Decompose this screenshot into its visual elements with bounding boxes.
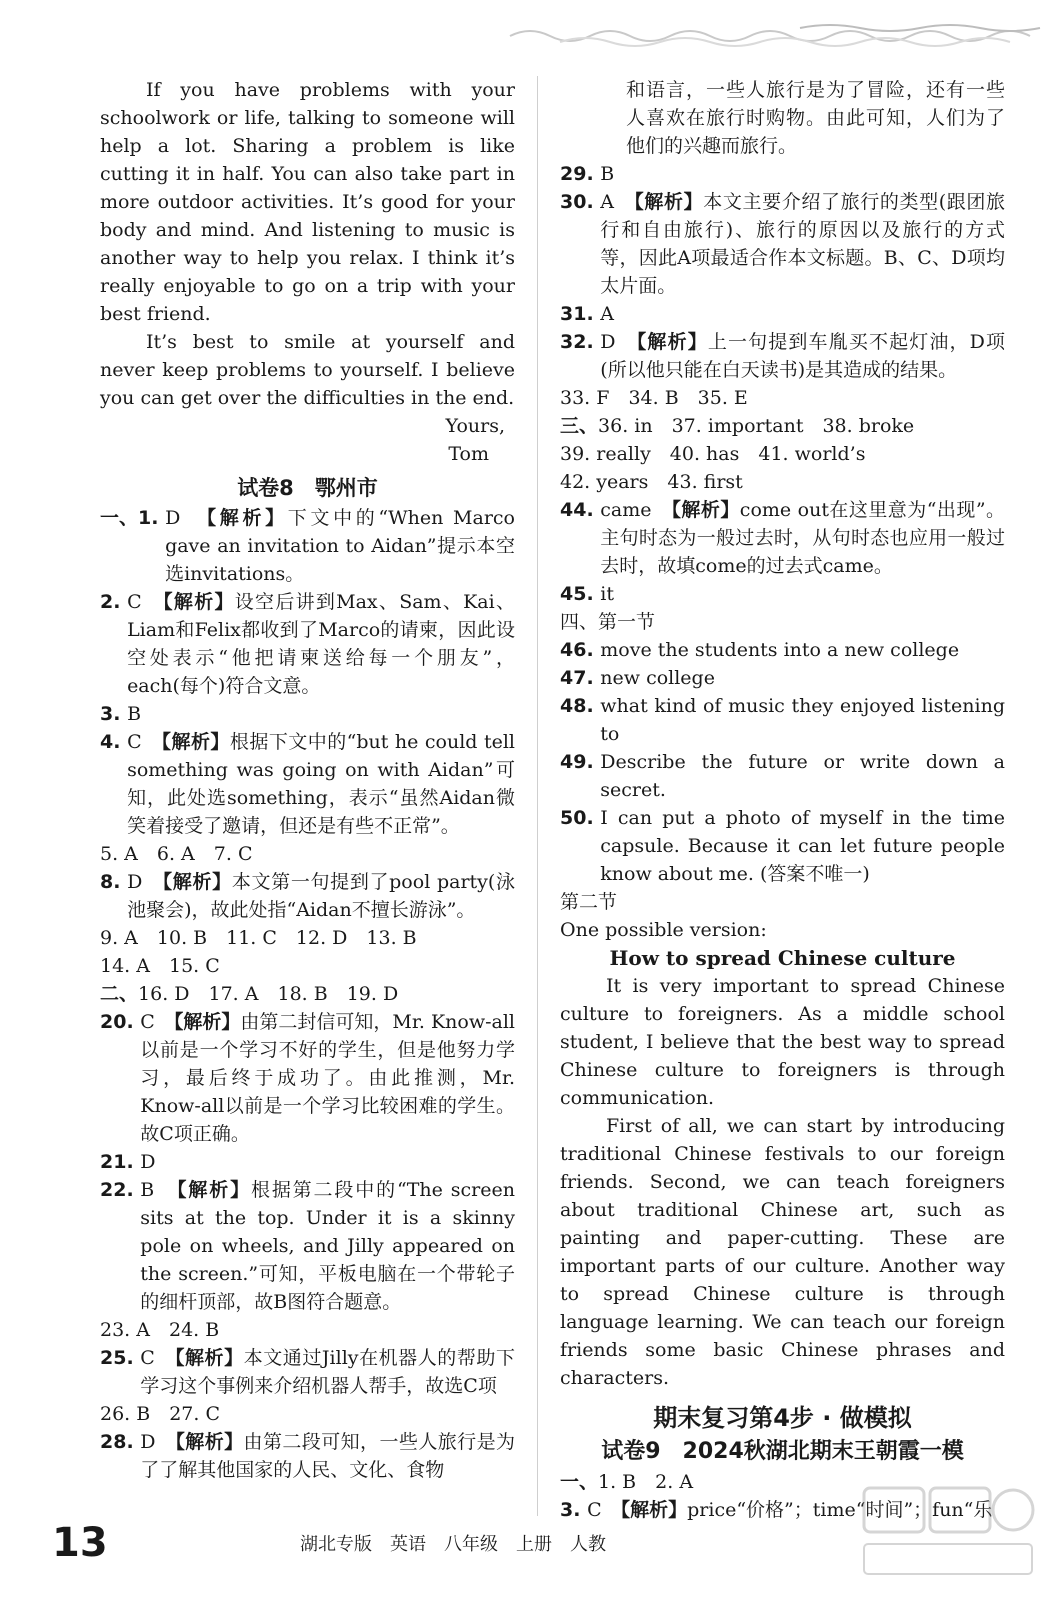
item-number: 29. <box>560 163 601 185</box>
explanation-text: 本文主要介绍了旅行的类型(跟团旅行和自由旅行)、旅行的原因以及旅行的方式等，因此A项最适合作本文标题。B、C、D项均太片面。 <box>600 191 1005 297</box>
answer-choice: B <box>127 703 142 725</box>
item-body <box>600 804 1005 888</box>
answer-item <box>560 412 1005 440</box>
answer-choice: D <box>140 1151 156 1173</box>
item-number: 48. <box>560 695 601 717</box>
item-body <box>140 1148 515 1176</box>
item-number: 21. <box>100 1151 141 1173</box>
explanation-tag: 【解析】 <box>176 1179 251 1201</box>
explanation-text: 本文通过Jilly在机器人的帮助下学习这个事例来介绍机器人帮手，故选C项 <box>140 1347 515 1397</box>
answer-item <box>560 748 1005 804</box>
item-body <box>100 1400 515 1428</box>
item-body <box>100 952 515 980</box>
item-number: 3. <box>100 703 128 725</box>
item-body <box>600 188 1005 300</box>
column-divider <box>537 76 538 1516</box>
answer-item <box>560 636 1005 664</box>
answer-item <box>100 728 515 840</box>
explanation-text: price“价格”；time“时间”；fun“乐 <box>687 1499 993 1521</box>
item-number: 47. <box>560 667 601 689</box>
paper-title: 试卷9 2024秋湖北期末王朝霞一模 <box>601 1439 964 1464</box>
item-number: 二、 <box>100 983 139 1005</box>
answer-choice: D <box>165 507 207 529</box>
item-body <box>600 748 1005 804</box>
answer-text: Describe the future or write down a secret. <box>600 751 1005 801</box>
explanation-text: 上一句提到车胤买不起灯油，D项(所以他只能在白天读书)是其造成的结果。 <box>600 331 1006 381</box>
item-body <box>140 1008 515 1148</box>
explanation-tag: 【解析】 <box>671 499 740 521</box>
item-body <box>560 440 1005 468</box>
watermark-logo <box>858 1482 1038 1582</box>
answer-choice: D <box>127 871 163 893</box>
item-number: 8. <box>100 871 128 893</box>
answer-choice: 16. D 17. A 18. B 19. D <box>138 983 399 1005</box>
explanation-tag: 【解析】 <box>620 1499 688 1521</box>
answer-item <box>100 980 515 1008</box>
answer-list <box>560 636 1005 888</box>
answer-choice: 5. A 6. A 7. C <box>100 843 253 865</box>
answer-item <box>560 804 1005 888</box>
essay-title: How to spread Chinese culture <box>609 946 956 970</box>
explanation-tag: 【解析】 <box>206 507 288 529</box>
answer-item <box>560 384 1005 412</box>
letter-closing: Yours, <box>445 415 505 437</box>
answer-text: I can put a photo of myself in the time capsule. Because it can let future people know about me. (答案不唯一) <box>600 807 1005 885</box>
item-body <box>600 160 1005 188</box>
header-decoration <box>500 18 1060 48</box>
section-heading: 第二节 <box>560 891 618 913</box>
item-number: 一、1. <box>100 507 166 529</box>
item-number: 4. <box>100 731 128 753</box>
answer-choice: came <box>600 499 672 521</box>
item-body <box>140 1344 515 1400</box>
item-number: 46. <box>560 639 601 661</box>
answer-choice: A <box>600 191 635 213</box>
item-body <box>127 868 515 924</box>
explanation-text: 本文第一句提到了pool party(泳池聚会)，故此处指“Aidan不擅长游泳”。 <box>127 871 515 921</box>
page-footer: 湖北专版 英语 八年级 上册 人教 <box>300 1534 606 1555</box>
item-body <box>600 664 1005 692</box>
left-column <box>100 76 515 1484</box>
item-number: 三、 <box>560 415 599 437</box>
item-body <box>600 328 1005 384</box>
answer-choice: 1. B 2. A <box>598 1471 694 1493</box>
review-title: 期末复习第4步 · 做模拟 <box>653 1404 912 1432</box>
explanation-text: 由第二段可知，一些人旅行是为了了解其他国家的人民、文化、食物 <box>140 1431 515 1481</box>
answer-choice: 36. in 37. important 38. broke <box>598 415 915 437</box>
explanation-tag: 【解析】 <box>636 331 708 353</box>
answer-choice: 9. A 10. B 11. C 12. D 13. B <box>100 927 417 949</box>
answer-item <box>100 588 515 700</box>
answer-item <box>560 580 1005 608</box>
item-body <box>600 636 1005 664</box>
item-body <box>138 980 515 1008</box>
paper-title: 试卷8 鄂州市 <box>237 476 378 500</box>
answer-item <box>560 160 1005 188</box>
item-number: 44. <box>560 499 601 521</box>
explanation-text: come out在这里意为“出现”。主句时态为一般过去时，从句时态也应用一般过去时，故填come的过去式came。 <box>600 499 1005 577</box>
answer-choice: 42. years 43. first <box>560 471 743 493</box>
answer-item <box>100 924 515 952</box>
answer-item <box>100 840 515 868</box>
answer-item <box>100 700 515 728</box>
answer-choice: 14. A 15. C <box>100 955 220 977</box>
explanation-text: 设空后讲到Max、Sam、Kai、Liam和Felix都收到了Marco的请柬，因此设空处表示“他把请柬送给每一个朋友”，each(每个)符合文意。 <box>127 591 515 697</box>
answer-item <box>100 1316 515 1344</box>
answer-choice: D <box>600 331 637 353</box>
item-number: 30. <box>560 191 601 213</box>
item-body <box>100 1316 515 1344</box>
continuation-text: 和语言，一些人旅行是为了冒险，还有一些人喜欢在旅行时购物。由此可知，人们为了他们的兴趣而旅行。 <box>626 79 1005 157</box>
item-number: 20. <box>100 1011 141 1033</box>
right-column <box>560 76 1005 1524</box>
answer-choice: D <box>140 1431 176 1453</box>
answer-item <box>100 868 515 924</box>
answer-item <box>100 1148 515 1176</box>
answer-list <box>100 504 515 1484</box>
item-number: 45. <box>560 583 601 605</box>
section-heading: 四、第一节 <box>560 611 656 633</box>
answer-item <box>560 188 1005 300</box>
answer-choice: C <box>127 731 162 753</box>
answer-item <box>100 1344 515 1400</box>
item-number: 2. <box>100 591 128 613</box>
item-body <box>127 700 515 728</box>
item-number: 22. <box>100 1179 141 1201</box>
item-body <box>140 1428 515 1484</box>
answer-item <box>100 504 515 588</box>
answer-choice: it <box>600 583 614 605</box>
explanation-tag: 【解析】 <box>162 871 232 893</box>
answer-choice: 39. really 40. has 41. world’s <box>560 443 866 465</box>
item-body <box>100 840 515 868</box>
item-body <box>598 412 1005 440</box>
item-body <box>560 468 1005 496</box>
answer-text: new college <box>600 667 715 689</box>
answer-choice: 23. A 24. B <box>100 1319 220 1341</box>
answer-choice: B <box>140 1179 177 1201</box>
answer-item <box>100 1176 515 1316</box>
item-body <box>127 728 515 840</box>
explanation-text: 根据下文中的“but he could tell something was going on with Aidan”可知，此处选something，表示“虽然Aidan微笑着接受了邀请，但还是有些不正常”。 <box>127 731 515 837</box>
item-number: 一、 <box>560 1471 599 1493</box>
explanation-tag: 【解析】 <box>175 1431 244 1453</box>
answer-item <box>560 664 1005 692</box>
essay-paragraph: It is very important to spread Chinese culture to foreigners. As a middle school student, I believe that the best way to spread Chinese culture to foreigners is through communication. <box>560 975 1005 1109</box>
item-number: 28. <box>100 1431 141 1453</box>
item-body <box>600 300 1005 328</box>
item-body <box>600 692 1005 748</box>
answer-choice: 33. F 34. B 35. E <box>560 387 748 409</box>
answer-item <box>100 1400 515 1428</box>
item-body <box>100 924 515 952</box>
page-number: 13 <box>52 1520 108 1566</box>
explanation-text: 下文中的“When Marco gave an invitation to Aidan”提示本空选invitations。 <box>165 507 515 585</box>
answer-item <box>560 468 1005 496</box>
letter-paragraph: It’s best to smile at yourself and never keep problems to yourself. I believe you can get over the difficulties in the end. <box>100 331 515 409</box>
answer-list <box>560 160 1005 608</box>
item-body <box>600 580 1005 608</box>
item-number: 32. <box>560 331 601 353</box>
answer-item <box>100 1008 515 1148</box>
explanation-tag: 【解析】 <box>173 1011 241 1033</box>
answer-choice: C <box>587 1499 621 1521</box>
explanation-tag: 【解析】 <box>634 191 704 213</box>
explanation-tag: 【解析】 <box>174 1347 244 1369</box>
answer-item <box>560 300 1005 328</box>
answer-text: move the students into a new college <box>600 639 960 661</box>
explanation-text: 由第二封信可知，Mr. Know-all以前是一个学习不好的学生，但是他努力学习，最后终于成功了。由此推测，Mr. Know-all以前是一个学习比较困难的学生。故C项正确。 <box>140 1011 515 1145</box>
answer-choice: C <box>127 591 164 613</box>
answer-choice: A <box>600 303 615 325</box>
item-number: 49. <box>560 751 601 773</box>
answer-item <box>100 1428 515 1484</box>
item-body <box>165 504 515 588</box>
explanation-tag: 【解析】 <box>161 731 230 753</box>
item-number: 3. <box>560 1499 588 1521</box>
answer-item <box>560 440 1005 468</box>
answer-text: what kind of music they enjoyed listening to <box>600 695 1005 745</box>
answer-item <box>560 496 1005 580</box>
explanation-text: 根据第二段中的“The screen sits at the top. Under it is a skinny pole on wheels, and Jilly appeared on the screen.”可知，平板电脑在一个带轮子的细杆顶部，故B图符合题意。 <box>140 1179 515 1313</box>
essay-paragraph: First of all, we can start by introducing traditional Chinese festivals to our foreign friends. Second, we can teach foreigners about traditional Chinese art, such as painting and paper-cutting. These are important parts of our culture. Another way to spread Chinese culture is through language learning. We can teach our foreign friends some basic Chinese phrases and characters. <box>560 1115 1005 1389</box>
answer-item <box>560 328 1005 384</box>
item-number: 31. <box>560 303 601 325</box>
answer-item <box>560 692 1005 748</box>
answer-choice: C <box>140 1347 175 1369</box>
version-label: One possible version: <box>560 919 767 941</box>
letter-paragraph: If you have problems with your schoolwork or life, talking to someone will help a lot. Sharing a problem is like cutting it in half. You can also take part in more outdoor activities. It’s good for your body and mind. And listening to music is another way to help you relax. I think it’s really enjoyable to go on a trip with your best friend. <box>100 79 515 325</box>
answer-choice: C <box>140 1011 174 1033</box>
item-body <box>140 1176 515 1316</box>
item-number: 50. <box>560 807 601 829</box>
item-body <box>127 588 515 700</box>
explanation-tag: 【解析】 <box>163 591 235 613</box>
answer-choice: 26. B 27. C <box>100 1403 221 1425</box>
item-body <box>560 384 1005 412</box>
answer-choice: B <box>600 163 615 185</box>
answer-item <box>100 952 515 980</box>
item-number: 25. <box>100 1347 141 1369</box>
item-body <box>600 496 1005 580</box>
letter-signer: Tom <box>448 443 489 465</box>
